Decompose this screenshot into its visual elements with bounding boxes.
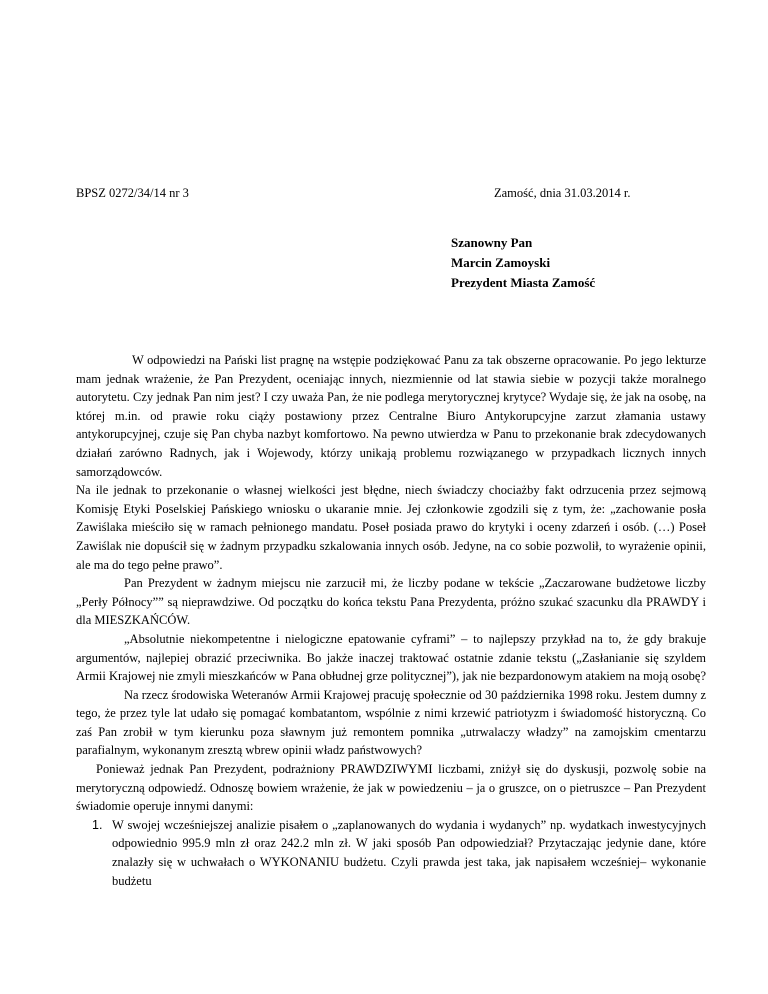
paragraph: Na ile jednak to przekonanie o własnej wielkości jest błędne, niech świadczy chociażby fakt odrzucenia przez sejmową Komisję Etyki Poselskiej Pańskiego wniosku o ukaranie mnie. Jej członkowie zgodzili się z tym, że: „zachowanie posła Zawiślaka mieściło się w ramach pełnionego mandatu. Poseł posiada prawo do krytyki i oceny zdarzeń i osób. (…) Poseł Zawiślak nie dopuścił się w żadnym przypadku szkalowania innych osób. Jedyne, na co sobie pozwolił, to wyrażenie opinii, ale ma do tego pełne prawo”.	[76, 483, 706, 572]
paragraph: Na rzecz środowiska Weteranów Armii Krajowej pracuję społecznie od 30 października 1998 roku. Jestem dumny z tego, że przez tyle lat udało się pomagać kombatantom, wspólnie z nimi krzewić patriotyzm i świadomość historyczną. Co zaś Pan zrobił w tym kierunku poza sławnym już remontem pomnika „utrwalaczy władzy” na zamojskim cmentarzu parafialnym, wykonanym zresztą wbrew opinii władz państwowych?	[76, 687, 706, 758]
list-item-text: W swojej wcześniejszej analizie pisałem o „zaplanowanych do wydania i wydanych” np. wydatkach inwestycyjnych odpowiednio 995.9 mln zł oraz 242.2 mln zł. W jaki sposób Pan odpowiedział? Przytaczając jedynie dane, które znalazły się w uchwałach o WYKONANIU budżetu. Czyli prawda jest taka, jak napisałem wcześniej– wykonanie budżetu	[112, 817, 706, 888]
paragraph: Ponieważ jednak Pan Prezydent, podrażniony PRAWDZIWYMI liczbami, zniżył się do dyskusji, pozwolę sobie na merytoryczną odpowiedź. Odnoszę bowiem wrażenie, że jak w powiedzeniu – ja o gruszce, on o pietruszce – Pan Prezydent świadomie operuje innymi danymi:	[76, 762, 706, 814]
list-item	[76, 816, 706, 890]
reference-number: BPSZ 0272/34/14 nr 3	[76, 186, 189, 200]
letter-body	[76, 351, 706, 890]
addressee-block	[451, 233, 595, 293]
paragraph: W odpowiedzi na Pański list pragnę na wstępie podziękować Panu za tak obszerne opracowanie. Po jego lekturze mam jednak wrażenie, że Pan Prezydent, oceniając innych, niezmiennie od lat stawia siebie w pozycji także moralnego autorytetu. Czy jednak Pan nim jest? I czy uważa Pan, że nie podlega merytorycznej krytyce? Wydaje się, że jak na osobę, na której m.in. od prawie roku ciąży postawiony przez Centralne Biuro Antykorupcyjne zarzut złamania ustawy antykorupcyjnej, czuje się Pan chyba nazbyt komfortowo. Na pewno utwierdza w Panu to przekonanie brak zdecydowanych działań zarówno Radnych, jak i Wojewody, którzy unikają problemu rozwiązanego w przypadkach licznych innych samorządowców.	[76, 353, 706, 479]
addressee-name: Marcin Zamoyski	[451, 255, 551, 270]
list-item-number: 1.	[92, 817, 103, 832]
addressee-title: Prezydent Miasta Zamość	[451, 275, 596, 290]
paragraph: „Absolutnie niekompetentne i nielogiczne epatowanie cyframi” – to najlepszy przykład na to, że gdy brakuje argumentów, najlepiej obrazić przeciwnika. Bo jakże inaczej traktować ostatnie zdanie tekstu („Zasłanianie się szyldem Armii Krajowej nie zmyli mieszkańców w Pana obłudnej grze politycznej”), jak nie bezpardonowym atakiem na moją osobę?	[76, 631, 706, 684]
numbered-list	[76, 816, 706, 890]
place-date: Zamość, dnia 31.03.2014 r.	[494, 186, 631, 200]
paragraph: Pan Prezydent w żadnym miejscu nie zarzucił mi, że liczby podane w tekście „Zaczarowane budżetowe liczby „Perły Północy”” są nieprawdziwe. Od początku do końca tekstu Pana Prezydenta, próżno szukać szacunku dla PRAWDY i dla MIESZKAŃCÓW.	[76, 576, 706, 628]
addressee-salutation: Szanowny Pan	[451, 235, 533, 250]
